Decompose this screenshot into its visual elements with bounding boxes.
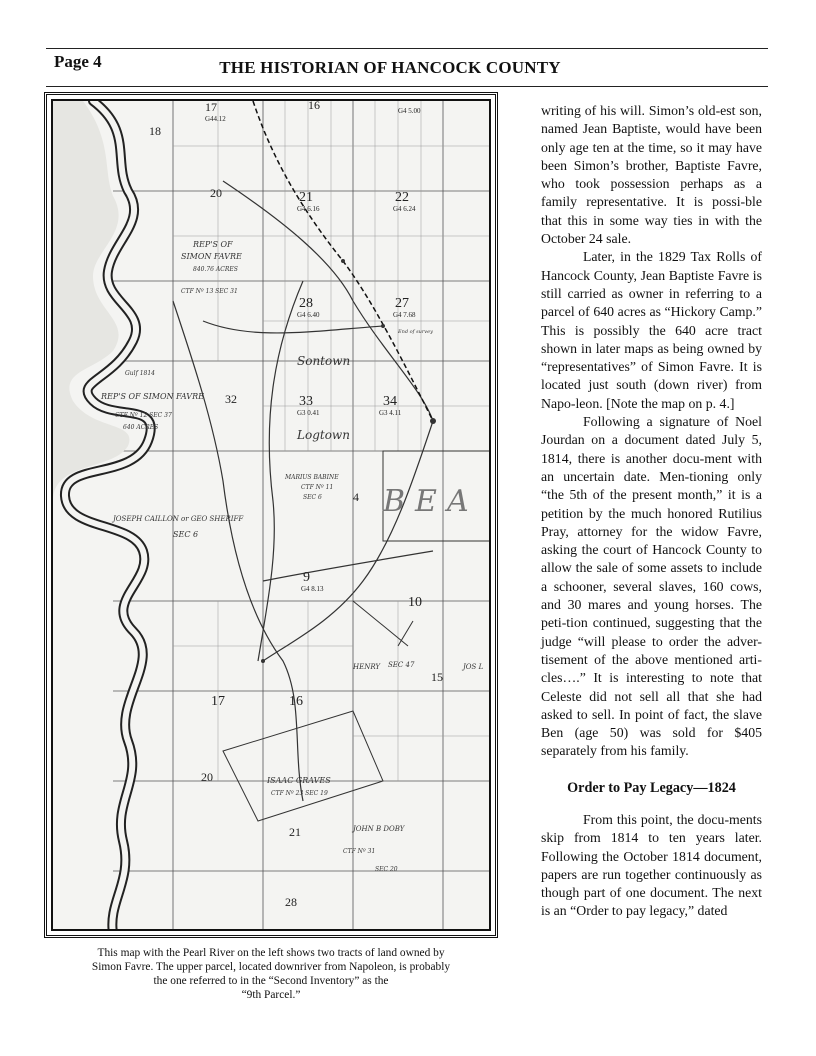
survey-map-drawing [53, 101, 491, 931]
page-number: Page 4 [54, 52, 102, 71]
section-number-17-lower: 17 [211, 694, 225, 709]
tract-labels [100, 240, 484, 873]
section-number-22: 22 [395, 190, 409, 205]
label-jos: JOS L [463, 663, 484, 671]
label-joseph-caillon: JOSEPH CAILLON or GEO SHERIFF [113, 515, 244, 523]
section-number-17-top: 17 [205, 101, 217, 114]
label-logtown: Logtown [297, 428, 350, 442]
caption-line: the one referred to in the “Second Inventory” as the [153, 975, 389, 987]
section-heading: Order to Pay Legacy—1824 [567, 779, 736, 796]
label-isaac-ctf: CTF Nº 23 SEC 19 [271, 790, 328, 797]
section-code: G4 5.00 [398, 107, 421, 115]
caption-line: Simon Favre. The upper parcel, located downriver from Napoleon, is probably [91, 961, 451, 973]
article-paragraph: Following a signature of Noel Jourdan on a document dated July 5, 1814, there is another docu-ment with an uncertain date. Men-tioning only “the 5th of the present month,” it is a petition by the much honored Rutilius Pray, attorney for the widow Favre, asking the court of Hancock County to allow the sale of some assets to include a schooner, several slaves, 160 cows, and 30 mares and young horses. The peti-tion continued, suggesting that the judge “will please to order the adver-tisement of the above mentioned arti-cles….” It is interesting to note that Celeste did not sell all that she had asked to sell. In point of fact, the slave Ben (age 50) was sold for $405 separately from his family. [541, 414, 762, 759]
section-number-28: 28 [299, 296, 313, 311]
section-number-21: 21 [299, 190, 313, 205]
label-ctf-lower: CTF Nº 12 SEC 37 [115, 412, 172, 419]
tract-isaac-graves [223, 711, 383, 821]
section-number-16-lower: 16 [289, 694, 303, 709]
header-rule-bottom [46, 86, 768, 87]
label-henry: HENRY [353, 663, 381, 671]
article-column [541, 102, 762, 921]
section-number-21-lower: 21 [289, 825, 301, 839]
label-acres-upper: 840.76 ACRES [193, 266, 238, 273]
section-number-28-lower: 28 [285, 895, 297, 909]
caption-line: “9th Parcel.” [241, 989, 301, 1001]
section-code: G3 4.11 [379, 409, 402, 417]
article-paragraph: writing of his will. Simon’s old-est son, named Jean Baptiste, would have been only age ten at the time, so it may have been Simon’s brother, Baptiste Favre, who took possession perhaps as a family representative. It is possi-ble that this in some way ties in with the October 24 sale. [541, 103, 762, 247]
label-reps-of-simon-favre-lower: REP'S OF SIMON FAVRE [101, 392, 204, 401]
map-figure [44, 92, 498, 938]
caption-line: This map with the Pearl River on the left shows two tracts of land owned by [97, 947, 445, 959]
label-simon-favre-upper: SIMON FAVRE [181, 252, 242, 261]
header-rule-top [46, 48, 768, 49]
section-code: G44.12 [205, 115, 226, 123]
section-number-20: 20 [210, 186, 222, 200]
section-code: G4 7.68 [393, 311, 416, 319]
label-john-sec: SEC 20 [375, 866, 398, 873]
label-joseph-sec: SEC 6 [173, 530, 199, 539]
section-code: G4 6.24 [393, 205, 416, 213]
article-paragraph: Later, in the 1829 Tax Rolls of Hancock County, Jean Baptiste Favre is still carried as owner in referring to a parcel of 640 acres as “Hickory Camp.” This is possibly the 640 acre tract shown in later maps as being owned by “representatives” of Simon Favre. It is located just south (down river) from Napo-leon. [Note the map on p. 4.] [541, 249, 762, 411]
section-number-15: 15 [431, 670, 443, 684]
label-bea: BEA [383, 484, 479, 519]
section-code: G4 6.16 [297, 205, 320, 213]
publication-title: THE HISTORIAN OF HANCOCK COUNTY [219, 58, 561, 77]
label-isaac-graves: ISAAC GRAVES [267, 776, 331, 785]
map-caption [56, 946, 486, 1002]
section-number-18: 18 [149, 124, 161, 138]
article-paragraph: From this point, the docu-ments skip from 1814 to ten years later. Following the October 1814 document, papers are run together continuously as though part of one document. The next is an “Order to pay legacy,” dated [541, 811, 762, 919]
label-reps-of: REP'S OF [193, 240, 233, 249]
section-number-33: 33 [299, 394, 313, 409]
section-number-10: 10 [408, 595, 422, 610]
label-marius-sec: SEC 6 [303, 494, 322, 501]
label-henry-sec: SEC 47 [388, 661, 415, 669]
section-number-27: 27 [395, 296, 409, 311]
label-gulf: Gulf 1814 [125, 370, 155, 377]
section-number-16-top: 16 [308, 101, 320, 112]
label-ctf-upper: CTF Nº 13 SEC 31 [181, 288, 238, 295]
section-code: G4 8.13 [301, 585, 324, 593]
section-code: G3 0.41 [297, 409, 320, 417]
section-number-32: 32 [225, 392, 237, 406]
label-john-ctf: CTF Nº 31 [343, 848, 376, 855]
survey-map [51, 99, 491, 931]
section-number-20-lower: 20 [201, 770, 213, 784]
label-acres-lower: 640 ACRES [123, 424, 159, 431]
label-sontown: Sontown [297, 354, 351, 368]
section-number-34: 34 [383, 394, 397, 409]
label-marius-ctf: CTF Nº 11 [301, 484, 334, 491]
section-number-9: 9 [303, 570, 310, 585]
section-code: G4 6.40 [297, 311, 320, 319]
section-number-4: 4 [353, 490, 359, 504]
label-end-of-survey: End of survey [398, 329, 433, 335]
label-john-doby: JOHN B DOBY [353, 825, 405, 833]
label-marius-babine: MARIUS BABINE [285, 474, 339, 481]
